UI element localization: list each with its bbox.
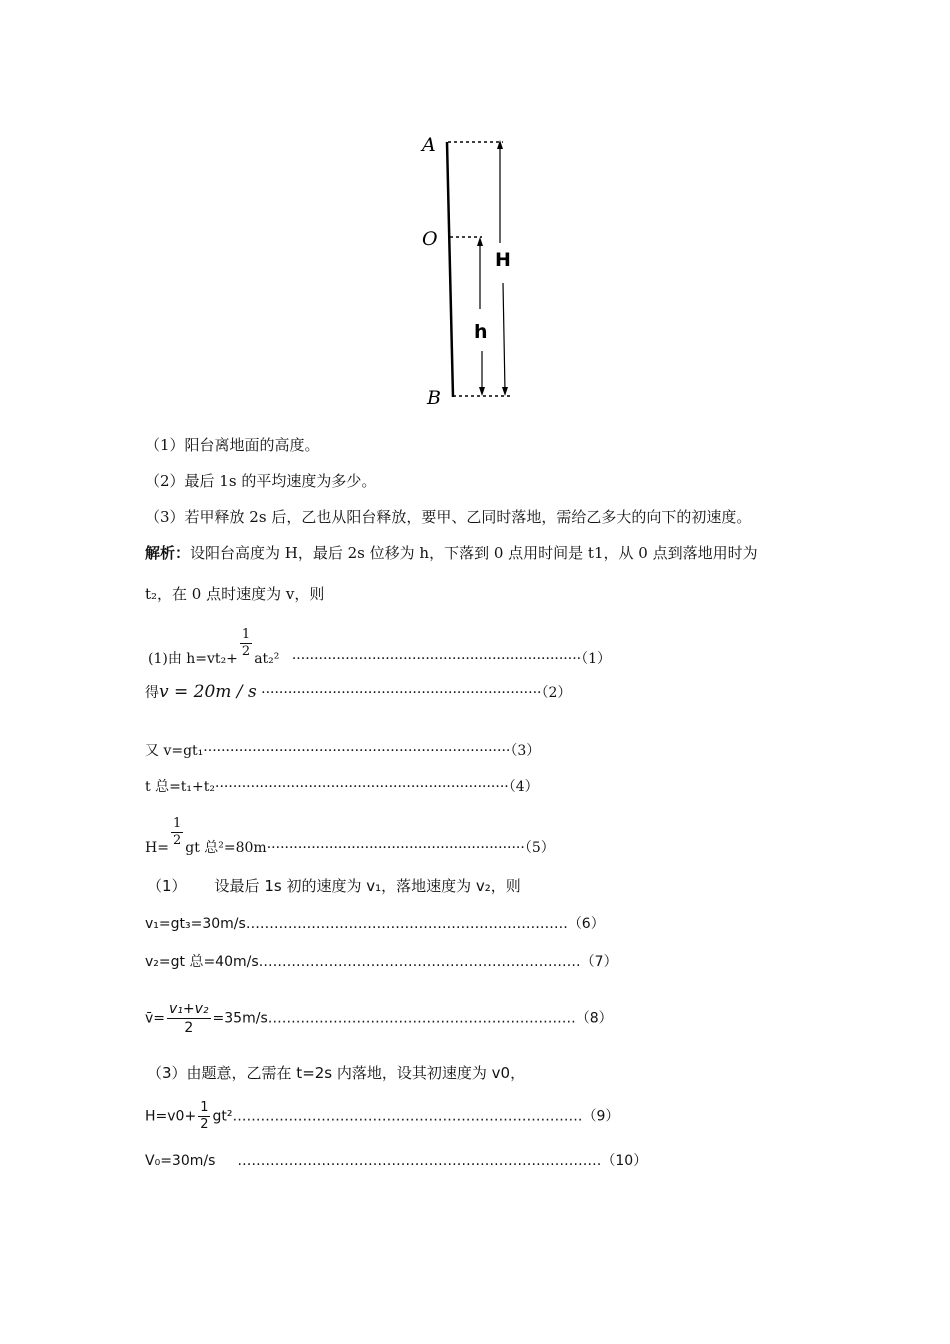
eq9-frac-den: 2 bbox=[200, 1117, 209, 1132]
eq8-prefix: v̄= bbox=[145, 1010, 166, 1027]
analysis-line-1 bbox=[145, 542, 758, 563]
eq2-dots: ······························································· bbox=[261, 685, 542, 701]
equation-2 bbox=[145, 682, 571, 702]
eq4-text: t 总=t₁+t₂ bbox=[145, 779, 216, 795]
eq1-number: （1） bbox=[581, 651, 612, 667]
eq8-suffix: =35m/s bbox=[212, 1010, 268, 1027]
eq6-text: v₁=gt₃=30m/s bbox=[145, 916, 246, 932]
eq5-frac-den: 2 bbox=[172, 833, 182, 848]
part2-heading-text: 设最后 1s 初的速度为 v₁，落地速度为 v₂，则 bbox=[214, 877, 521, 895]
analysis-line-2: t₂，在 0 点时速度为 v，则 bbox=[145, 585, 325, 603]
label-b: B bbox=[427, 387, 441, 409]
eq8-dots: ………………………………………………………… bbox=[267, 1010, 576, 1027]
eq4-dots: ·································································· bbox=[215, 779, 509, 795]
arrow-head-down-small bbox=[479, 387, 485, 396]
eq1-suffix: at₂² bbox=[254, 651, 280, 667]
eq8-frac-num: v₁+v₂ bbox=[169, 1001, 209, 1017]
eq5-number: （5） bbox=[524, 840, 555, 856]
eq2-prefix: 得 bbox=[145, 685, 159, 701]
eq8-frac-den: 2 bbox=[184, 1020, 194, 1036]
eq2-math: v = 20m / s bbox=[159, 682, 257, 702]
equation-10 bbox=[145, 1150, 647, 1170]
h-big-arrow-lower bbox=[503, 283, 505, 391]
equation-3 bbox=[145, 740, 540, 760]
eq5-frac-num: 1 bbox=[172, 816, 182, 831]
eq3-text: 又 v=gt₁ bbox=[145, 743, 204, 759]
eq8-fraction bbox=[167, 1000, 211, 1037]
eq7-number: （7） bbox=[580, 954, 618, 970]
arrow-head-down-big bbox=[502, 387, 508, 396]
eq9-number: （9） bbox=[582, 1108, 620, 1125]
eq4-number: （4） bbox=[508, 779, 539, 795]
wall-line bbox=[447, 142, 453, 397]
eq9-suffix: gt² bbox=[212, 1108, 233, 1125]
label-o: O bbox=[422, 228, 438, 250]
label-small-h: h bbox=[474, 321, 488, 343]
eq10-text: V₀=30m/s bbox=[145, 1153, 216, 1169]
free-fall-diagram bbox=[410, 125, 530, 415]
equation-6 bbox=[145, 913, 605, 933]
eq10-number: （10） bbox=[601, 1153, 648, 1169]
eq1-fraction bbox=[240, 627, 252, 660]
analysis-heading: 解析： bbox=[145, 544, 191, 562]
eq3-dots: ····································································· bbox=[203, 743, 511, 759]
eq10-dots: …………………………………………………………………… bbox=[237, 1153, 602, 1169]
eq9-prefix: H=v0+ bbox=[145, 1108, 197, 1125]
eq1-dots: ································································· bbox=[291, 651, 582, 667]
question-1: （1）阳台离地面的高度。 bbox=[145, 436, 320, 454]
equation-8 bbox=[145, 1000, 613, 1037]
eq5-prefix: H= bbox=[145, 840, 169, 856]
analysis-text-1: 设阳台高度为 H，最后 2s 位移为 h，下落到 0 点用时间是 t1，从 0 点到落地用时为 bbox=[190, 544, 758, 562]
eq9-fraction bbox=[198, 1100, 210, 1133]
eq5-suffix: gt 总²=80m bbox=[185, 840, 267, 856]
eq7-text: v₂=gt 总=40m/s bbox=[145, 954, 259, 970]
part2-heading-num: （1） bbox=[147, 877, 187, 895]
part3-heading: （3）由题意，乙需在 t=2s 内落地，设其初速度为 v0， bbox=[147, 1064, 526, 1082]
label-a: A bbox=[422, 134, 436, 156]
question-3: （3）若甲释放 2s 后，乙也从阳台释放，要甲、乙同时落地，需给乙多大的向下的初速度。 bbox=[145, 508, 752, 526]
eq6-number: （6） bbox=[567, 916, 605, 932]
equation-1 bbox=[148, 627, 611, 668]
part2-heading bbox=[147, 875, 521, 896]
label-big-h: H bbox=[495, 249, 511, 271]
eq9-dots: ………………………………………………………………… bbox=[232, 1108, 583, 1125]
equation-7 bbox=[145, 951, 618, 971]
eq7-dots: …………………………………………………………… bbox=[258, 954, 581, 970]
eq2-number: （2） bbox=[541, 685, 572, 701]
eq3-number: （3） bbox=[510, 743, 541, 759]
question-2: （2）最后 1s 的平均速度为多少。 bbox=[145, 472, 377, 490]
eq8-number: （8） bbox=[575, 1010, 613, 1027]
eq9-frac-num: 1 bbox=[200, 1100, 209, 1115]
eq1-frac-num: 1 bbox=[241, 627, 251, 642]
eq1-frac-den: 2 bbox=[241, 644, 251, 659]
equation-4 bbox=[145, 776, 539, 796]
arrow-head-up-small bbox=[477, 237, 483, 246]
equation-5 bbox=[145, 816, 555, 857]
eq5-dots: ·························································· bbox=[266, 840, 525, 856]
eq1-prefix: (1)由 h=vt₂+ bbox=[148, 651, 238, 667]
equation-9 bbox=[145, 1100, 619, 1133]
eq5-fraction bbox=[171, 816, 183, 849]
eq6-dots: …………………………………………………………… bbox=[245, 916, 568, 932]
